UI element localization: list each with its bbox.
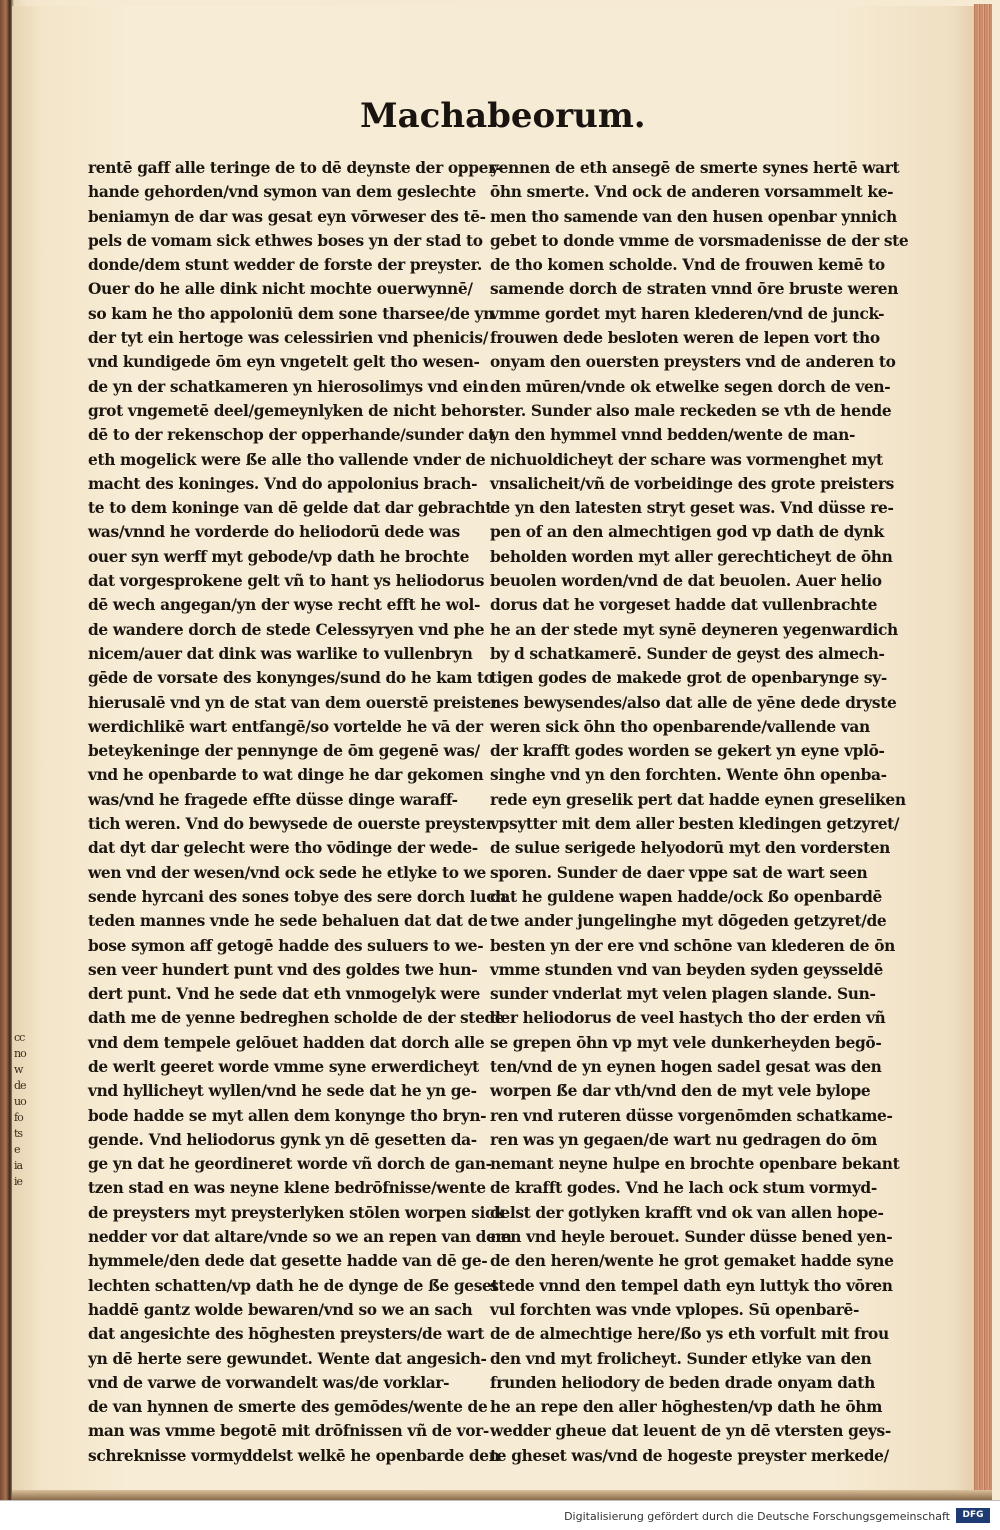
text-line: pen of an den almechtigen god vp dath de dynk [490, 523, 884, 542]
text-line: ge yn dat he geordineret worde vñ dorch de gan- [88, 1155, 492, 1174]
text-line: sende hyrcani des sones tobye des sere dorch luch [88, 887, 507, 906]
text-line: tigen godes de makede grot de openbarynge sy- [490, 669, 887, 688]
text-line: de yn den latesten stryt geset was. Vnd düsse re- [490, 499, 894, 518]
text-line: te gheset was/vnd de hogeste preyster merkede/ [490, 1446, 889, 1465]
text-line: werdichlikē wart entfangē/so vortelde he vā der [88, 717, 483, 736]
text-line: de werlt geeret worde vmme syne erwerdicheyt [88, 1057, 479, 1076]
text-column-right [490, 156, 909, 1468]
text-line: stede vnnd den tempel dath eyn luttyk tho vōren [490, 1276, 893, 1295]
text-line: teden mannes vnde he sede behaluen dat dat de [88, 912, 488, 931]
text-line: frunden heliodory de beden drade onyam dath [490, 1373, 875, 1392]
text-line: hierusalē vnd yn de stat van dem ouerstē preister [88, 693, 499, 712]
text-line: nen vnd heyle berouet. Sunder düsse bened yen- [490, 1228, 893, 1247]
text-line: was/vnd he fragede effte düsse dinge waraff- [88, 790, 458, 809]
text-line: vpsytter mit dem aller besten kledingen getzyret/ [490, 815, 900, 834]
text-line: vnsalicheit/vñ de vorbeidinge des grote preisters [490, 474, 894, 493]
text-line: grot vngemetē deel/gemeynlyken de nicht behor- [88, 401, 496, 420]
text-line: gende. Vnd heliodorus gynk yn dē gesetten da- [88, 1130, 477, 1149]
text-line: bode hadde se myt allen dem konynge tho bryn- [88, 1106, 487, 1125]
margin-fragments [14, 1030, 30, 1230]
margin-fragment: uo [14, 1095, 26, 1108]
text-line: dath me de yenne bedreghen scholde de der stede [88, 1009, 505, 1028]
text-line: se grepen ōhn vp myt vele dunkerheyden begō- [490, 1033, 882, 1052]
text-line: te to dem koninge van dē gelde dat dar gebracht [88, 499, 492, 518]
margin-fragment: ie [14, 1175, 23, 1188]
text-line: he an der stede myt synē deyneren yegenwardich [490, 620, 898, 639]
text-line: de den heren/wente he grot gemaket hadde syne [490, 1252, 894, 1271]
text-line: nemant neyne hulpe en brochte openbare bekant [490, 1155, 900, 1174]
text-line: gēde de vorsate des konynges/sund do he kam to [88, 669, 494, 688]
page-edge-right [974, 4, 992, 1498]
text-line: nicem/auer dat dink was warlike to vullenbryn [88, 644, 473, 663]
text-line: de van hynnen de smerte des gemōdes/wente de [88, 1398, 488, 1417]
text-line: de preysters myt preysterlyken stōlen worpen sick [88, 1203, 505, 1222]
margin-fragment: no [14, 1047, 26, 1060]
text-line: eth mogelick were ß̄e alle tho vallende vnder de [88, 450, 486, 469]
text-line: ōhn smerte. Vnd ock de anderen vorsammelt ke- [490, 183, 894, 202]
text-line: dorus dat he vorgeset hadde dat vullenbrachte [490, 596, 878, 615]
text-line: ten/vnd de yn eynen hogen sadel gesat was den [490, 1057, 882, 1076]
text-line: der heliodorus de veel hastych tho der erden vñ [490, 1009, 886, 1028]
text-line: yennen de eth ansegē de smerte synes hertē wart [490, 159, 900, 177]
text-line: delst der gotlyken krafft vnd ok van allen hope- [490, 1203, 884, 1222]
margin-fragment: de [14, 1079, 26, 1092]
text-line: vnd de varwe de vorwandelt was/de vorklar- [88, 1373, 450, 1392]
text-line: vmme stunden vnd van beyden syden geysseldē [490, 960, 883, 979]
text-line: twe ander jungelinghe myt dōgeden getzyret/de [490, 912, 887, 931]
text-line: frouwen dede besloten weren de lepen vort tho [490, 329, 880, 348]
text-line: sunder vnderlat myt velen plagen slande. Sun- [490, 985, 876, 1004]
text-line: rentē gaff alle teringe de to dē deynste der opper- [88, 159, 502, 177]
text-line: vnd hyllicheyt wyllen/vnd he sede dat he yn ge- [88, 1082, 477, 1101]
text-line: beholden worden myt aller gerechticheyt de ōhn [490, 547, 893, 566]
text-line: haddē gantz wolde bewaren/vnd so we an sach [88, 1300, 473, 1319]
footer-credit: Digitalisierung gefördert durch die Deutsche Forschungsgemeinschaft [564, 1510, 950, 1523]
text-line: macht des koninges. Vnd do appolonius brach- [88, 474, 478, 493]
text-line: dert punt. Vnd he sede dat eth vnmogelyk were [88, 985, 480, 1004]
text-line: dat vorgesprokene gelt vñ to hant ys heliodorus [88, 572, 485, 591]
text-line: de sulue serigede helyodorū myt den vordersten [490, 839, 890, 858]
text-line: vmme gordet myt haren klederen/vnd de junck- [490, 304, 885, 323]
margin-fragment: cc [14, 1031, 25, 1044]
text-line: men tho samende van den husen openbar ynnich [490, 207, 897, 226]
margin-fragment: ia [14, 1159, 23, 1172]
text-line: tzen stad en was neyne klene bedrōfnisse/wente [88, 1179, 486, 1198]
margin-fragment: e [14, 1143, 20, 1156]
text-line: vnd he openbarde to wat dinge he dar gekomen [88, 766, 484, 785]
margin-fragment: fo [14, 1111, 23, 1124]
text-column-left [88, 156, 512, 1468]
text-line: by d schatkamerē. Sunder de geyst des almech- [490, 644, 885, 663]
text-line: pels de vomam sick ethwes boses yn der stad to [88, 231, 483, 250]
text-line: onyam den ouersten preysters vnd de anderen to [490, 353, 896, 372]
text-line: nedder vor dat altare/vnde so we an repen van dem [88, 1228, 512, 1247]
text-line: schreknisse vormyddelst welkē he openbarde den [88, 1446, 500, 1465]
text-line: beniamyn de dar was gesat eyn vōrweser des tē- [88, 207, 486, 226]
text-line: he an repe den aller hōghesten/vp dath he ōhm [490, 1398, 883, 1417]
text-line: rede eyn greselik pert dat hadde eynen greseliken [490, 790, 906, 809]
text-line: Ouer do he alle dink nicht mochte ouerwynnē/ [88, 280, 473, 299]
text-line: vul forchten was vnde vplopes. Sū openbarē- [490, 1300, 860, 1319]
footer-bar [0, 1500, 1000, 1530]
text-line: wedder gheue dat leuent de yn dē vtersten geys- [490, 1422, 891, 1441]
text-line: yn dē herte sere gewundet. Wente dat angesich- [88, 1349, 487, 1368]
text-line: der krafft godes worden se gekert yn eyne vplō- [490, 742, 885, 761]
text-line: samende dorch de straten vnnd ōre bruste weren [490, 280, 899, 299]
text-line: man was vmme begotē mit drōfnissen vñ de vor- [88, 1422, 489, 1441]
text-line: beteykeninge der pennynge de ōm gegenē was/ [88, 742, 480, 761]
text-line: de tho komen scholde. Vnd de frouwen kemē to [490, 256, 885, 275]
margin-fragment: w [14, 1063, 23, 1076]
text-line: dē to der rekenschop der opperhande/sunder dat [88, 426, 495, 445]
text-line: besten yn der ere vnd schōne van klederen de ōn [490, 936, 895, 955]
text-line: hymmele/den dede dat gesette hadde van dē ge- [88, 1252, 488, 1271]
text-line: de yn der schatkameren yn hierosolimys vnd ein [88, 377, 489, 396]
text-line: singhe vnd yn den forchten. Wente ōhn openba- [490, 766, 887, 785]
text-line: donde/dem stunt wedder de forste der preyster. [88, 256, 483, 275]
text-line: worpen ß̄e dar vth/vnd den de myt vele bylope [490, 1082, 871, 1101]
text-line: so kam he tho appoloniū dem sone tharsee/de yn [88, 304, 494, 323]
margin-fragment: ts [14, 1127, 23, 1140]
text-line: ouer syn werff myt gebode/vp dath he brochte [88, 547, 470, 566]
text-line: nichuoldicheyt der schare was vormenghet myt [490, 450, 883, 469]
text-line: sen veer hundert punt vnd des goldes twe hun- [88, 960, 478, 979]
dfg-logo: DFG [956, 1508, 990, 1523]
text-line: yn den hymmel vnnd bedden/wente de man- [490, 426, 855, 445]
text-line: lechten schatten/vp dath he de dynge de ß̄e geset [88, 1276, 499, 1295]
text-line: de de almechtige here/ß̄o ys eth vorfult mit frou [490, 1325, 889, 1344]
text-line: dē wech angegan/yn der wyse recht efft he wol- [88, 596, 481, 615]
text-line: de wandere dorch de stede Celessyryen vnd phe [88, 620, 485, 639]
text-line: beuolen worden/vnd de dat beuolen. Auer helio [490, 572, 882, 591]
running-head: Machabeorum. [360, 96, 646, 136]
text-line: was/vnnd he vorderde do heliodorū dede was [88, 523, 460, 542]
text-line: den mūren/vnde ok etwelke segen dorch de ven- [490, 377, 891, 396]
text-line: ren was yn gegaen/de wart nu gedragen do ōm [490, 1130, 877, 1149]
text-line: dat dyt dar gelecht were tho vōdinge der wede- [88, 839, 478, 858]
text-line: gebet to donde vmme de vorsmadenisse de der ste [490, 231, 909, 250]
text-line: de krafft godes. Vnd he lach ock stum vormyd- [490, 1179, 877, 1198]
text-line: wen vnd der wesen/vnd ock sede he etlyke to we [88, 863, 486, 882]
text-line: dat he guldene wapen hadde/ock ß̄o openbardē [490, 887, 882, 906]
text-line: hande gehorden/vnd symon van dem geslechte [88, 183, 476, 202]
text-line: der tyt ein hertoge was celessirien vnd phenicis/ [88, 329, 489, 348]
text-line: dat angesichte des hōghesten preysters/de wart [88, 1325, 484, 1344]
text-line: nes bewysendes/also dat alle de yēne dede dryste [490, 693, 897, 712]
text-line: weren sick ōhn tho openbarende/vallende van [490, 717, 870, 736]
text-line: den vnd myt frolicheyt. Sunder etlyke van den [490, 1349, 872, 1368]
text-line: ster. Sunder also male reckeden se vth de hende [490, 401, 892, 420]
page-edge-bottom [12, 1490, 992, 1500]
text-line: tich weren. Vnd do bewysede de ouerste preyster [88, 815, 494, 834]
text-line: sporen. Sunder de daer vppe sat de wart seen [490, 863, 868, 882]
text-line: bose symon aff getogē hadde des suluers to we- [88, 936, 484, 955]
text-line: vnd kundigede ōm eyn vngetelt gelt tho wesen- [88, 353, 480, 372]
text-line: ren vnd ruteren düsse vorgenōmden schatkame- [490, 1106, 893, 1125]
text-line: vnd dem tempele gelōuet hadden dat dorch alle [88, 1033, 485, 1052]
